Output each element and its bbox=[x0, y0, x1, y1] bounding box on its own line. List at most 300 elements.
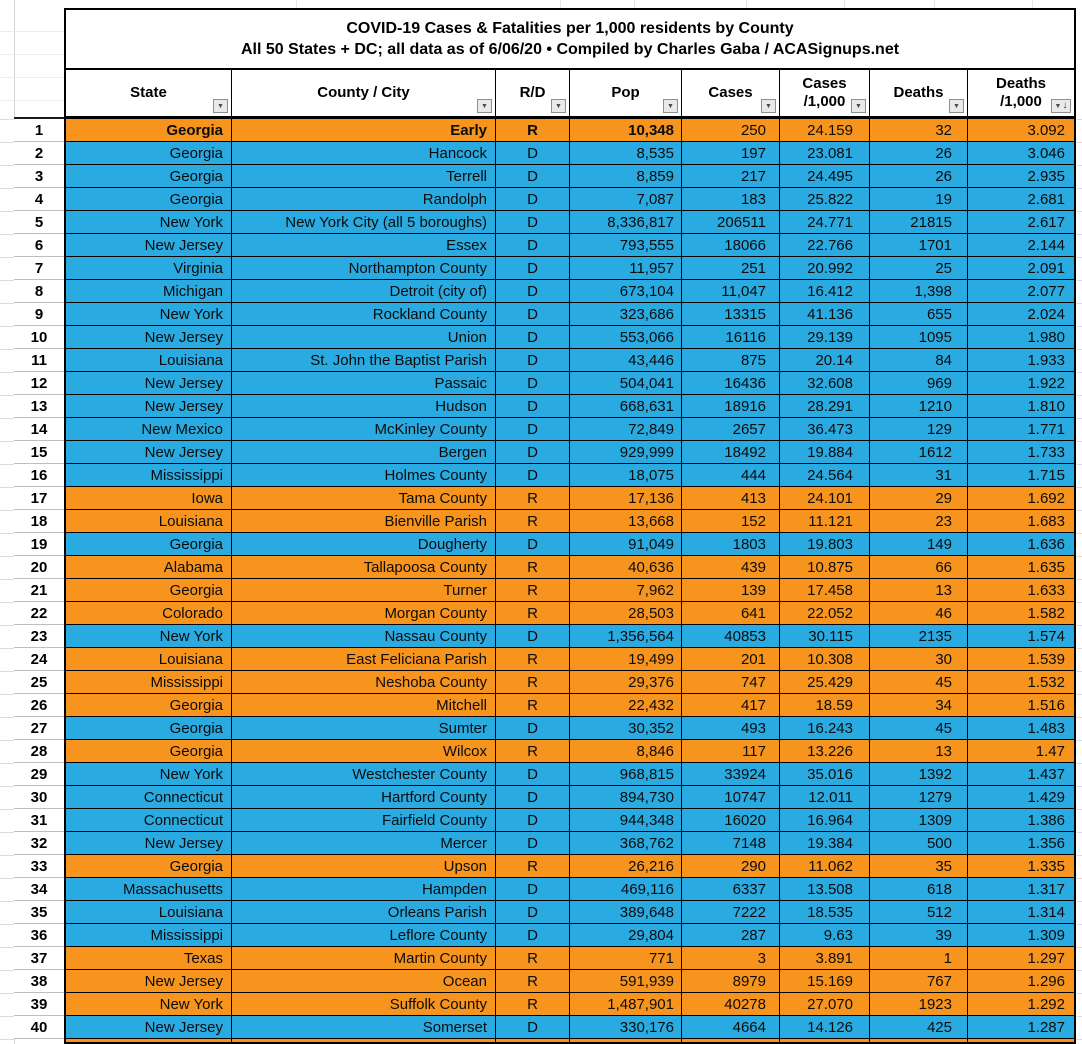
row-number[interactable]: 20 bbox=[14, 556, 64, 579]
cell-deaths[interactable]: 1,398 bbox=[870, 280, 968, 302]
cell-cases[interactable]: 439 bbox=[682, 556, 780, 578]
cell-cases[interactable]: 7222 bbox=[682, 901, 780, 923]
cell-population[interactable]: 793,555 bbox=[570, 234, 682, 256]
cell-party[interactable]: R bbox=[496, 970, 570, 992]
cell-deaths-per-1000[interactable]: 2.024 bbox=[968, 303, 1074, 325]
cell-deaths[interactable]: 25 bbox=[870, 257, 968, 279]
cell-cases-per-1000[interactable]: 36.473 bbox=[780, 418, 870, 440]
cell-county-city[interactable]: Terrell bbox=[232, 165, 496, 187]
cell-population[interactable]: 72,849 bbox=[570, 418, 682, 440]
cell-party[interactable]: D bbox=[496, 533, 570, 555]
cell-deaths[interactable]: 1923 bbox=[870, 993, 968, 1015]
cell-state[interactable]: Georgia bbox=[66, 740, 232, 762]
cell-state[interactable]: New York bbox=[66, 993, 232, 1015]
cell-population[interactable] bbox=[570, 1039, 682, 1044]
cell-cases-per-1000[interactable]: 19.884 bbox=[780, 441, 870, 463]
row-number[interactable]: 14 bbox=[14, 418, 64, 441]
cell-deaths[interactable]: 500 bbox=[870, 832, 968, 854]
cell-deaths[interactable]: 26 bbox=[870, 165, 968, 187]
cell-deaths[interactable]: 1612 bbox=[870, 441, 968, 463]
row-number[interactable]: 8 bbox=[14, 280, 64, 303]
cell-deaths-per-1000[interactable]: 1.980 bbox=[968, 326, 1074, 348]
cell-county-city[interactable]: Randolph bbox=[232, 188, 496, 210]
cell-cases-per-1000[interactable]: 10.308 bbox=[780, 648, 870, 670]
cell-deaths[interactable]: 1701 bbox=[870, 234, 968, 256]
row-number[interactable]: 7 bbox=[14, 257, 64, 280]
cell-party[interactable]: D bbox=[496, 901, 570, 923]
cell-state[interactable]: New Jersey bbox=[66, 832, 232, 854]
cell-party[interactable]: D bbox=[496, 257, 570, 279]
cell-deaths[interactable]: 45 bbox=[870, 717, 968, 739]
cell-state[interactable]: Louisiana bbox=[66, 901, 232, 923]
cell-cases-per-1000[interactable]: 10.875 bbox=[780, 556, 870, 578]
cell-county-city[interactable]: St. John the Baptist Parish bbox=[232, 349, 496, 371]
cell-cases-per-1000[interactable]: 15.169 bbox=[780, 970, 870, 992]
cell-county-city[interactable]: Somerset bbox=[232, 1016, 496, 1038]
cell-county-city[interactable]: Westchester County bbox=[232, 763, 496, 785]
cell-population[interactable]: 19,499 bbox=[570, 648, 682, 670]
cell-cases-per-1000[interactable]: 3.891 bbox=[780, 947, 870, 969]
cell-deaths[interactable]: 1392 bbox=[870, 763, 968, 785]
cell-party[interactable]: D bbox=[496, 832, 570, 854]
cell-deaths-per-1000[interactable]: 3.092 bbox=[968, 119, 1074, 141]
cell-party[interactable]: D bbox=[496, 924, 570, 946]
row-number[interactable]: 31 bbox=[14, 809, 64, 832]
cell-cases[interactable]: 8979 bbox=[682, 970, 780, 992]
cell-party[interactable]: R bbox=[496, 510, 570, 532]
cell-cases[interactable]: 1803 bbox=[682, 533, 780, 555]
cell-cases[interactable]: 11,047 bbox=[682, 280, 780, 302]
cell-cases-per-1000[interactable] bbox=[780, 1039, 870, 1044]
cell-state[interactable]: Colorado bbox=[66, 602, 232, 624]
cell-party[interactable]: D bbox=[496, 142, 570, 164]
cell-deaths[interactable]: 31 bbox=[870, 464, 968, 486]
cell-state[interactable]: New Jersey bbox=[66, 1016, 232, 1038]
cell-county-city[interactable]: Hudson bbox=[232, 395, 496, 417]
cell-population[interactable]: 29,804 bbox=[570, 924, 682, 946]
row-number[interactable]: 19 bbox=[14, 533, 64, 556]
cell-cases[interactable]: 16436 bbox=[682, 372, 780, 394]
cell-party[interactable]: D bbox=[496, 763, 570, 785]
cell-deaths[interactable]: 618 bbox=[870, 878, 968, 900]
cell-cases[interactable]: 444 bbox=[682, 464, 780, 486]
cell-deaths[interactable]: 1279 bbox=[870, 786, 968, 808]
cell-cases-per-1000[interactable]: 12.011 bbox=[780, 786, 870, 808]
cell-state[interactable]: Louisiana bbox=[66, 510, 232, 532]
filter-dropdown-icon[interactable] bbox=[477, 99, 492, 113]
cell-population[interactable]: 18,075 bbox=[570, 464, 682, 486]
row-number[interactable]: 23 bbox=[14, 625, 64, 648]
cell-party[interactable]: D bbox=[496, 441, 570, 463]
cell-county-city[interactable]: East Feliciana Parish bbox=[232, 648, 496, 670]
cell-cases-per-1000[interactable]: 24.159 bbox=[780, 119, 870, 141]
filter-dropdown-icon[interactable] bbox=[851, 99, 866, 113]
cell-population[interactable]: 13,668 bbox=[570, 510, 682, 532]
cell-deaths[interactable]: 39 bbox=[870, 924, 968, 946]
cell-cases[interactable]: 217 bbox=[682, 165, 780, 187]
cell-deaths-per-1000[interactable]: 1.810 bbox=[968, 395, 1074, 417]
cell-deaths-per-1000[interactable]: 2.935 bbox=[968, 165, 1074, 187]
row-number[interactable]: 17 bbox=[14, 487, 64, 510]
filter-dropdown-icon[interactable] bbox=[551, 99, 566, 113]
row-number[interactable]: 15 bbox=[14, 441, 64, 464]
cell-deaths[interactable]: 46 bbox=[870, 602, 968, 624]
cell-deaths-per-1000[interactable] bbox=[968, 1039, 1074, 1044]
cell-party[interactable]: D bbox=[496, 1016, 570, 1038]
cell-state[interactable]: Georgia bbox=[66, 855, 232, 877]
cell-deaths[interactable]: 1309 bbox=[870, 809, 968, 831]
cell-county-city[interactable]: McKinley County bbox=[232, 418, 496, 440]
cell-cases[interactable]: 117 bbox=[682, 740, 780, 762]
cell-state[interactable]: Georgia bbox=[66, 533, 232, 555]
cell-cases[interactable]: 251 bbox=[682, 257, 780, 279]
row-number[interactable]: 37 bbox=[14, 947, 64, 970]
cell-county-city[interactable]: Upson bbox=[232, 855, 496, 877]
cell-party[interactable]: D bbox=[496, 418, 570, 440]
cell-population[interactable]: 673,104 bbox=[570, 280, 682, 302]
row-number[interactable]: 36 bbox=[14, 924, 64, 947]
filter-dropdown-icon[interactable] bbox=[949, 99, 964, 113]
cell-party[interactable]: D bbox=[496, 809, 570, 831]
cell-state[interactable]: New Jersey bbox=[66, 326, 232, 348]
cell-cases[interactable]: 417 bbox=[682, 694, 780, 716]
cell-deaths[interactable]: 26 bbox=[870, 142, 968, 164]
cell-deaths[interactable]: 35 bbox=[870, 855, 968, 877]
cell-cases[interactable]: 18916 bbox=[682, 395, 780, 417]
column-header[interactable] bbox=[232, 70, 496, 116]
cell-deaths-per-1000[interactable]: 2.617 bbox=[968, 211, 1074, 233]
cell-cases-per-1000[interactable]: 20.992 bbox=[780, 257, 870, 279]
row-number[interactable]: 1 bbox=[14, 119, 64, 142]
cell-cases[interactable]: 290 bbox=[682, 855, 780, 877]
cell-county-city[interactable]: Hartford County bbox=[232, 786, 496, 808]
cell-state[interactable]: Texas bbox=[66, 947, 232, 969]
cell-party[interactable]: R bbox=[496, 740, 570, 762]
cell-cases-per-1000[interactable]: 18.59 bbox=[780, 694, 870, 716]
cell-population[interactable]: 91,049 bbox=[570, 533, 682, 555]
cell-deaths[interactable]: 32 bbox=[870, 119, 968, 141]
row-number[interactable]: 11 bbox=[14, 349, 64, 372]
filter-dropdown-icon[interactable] bbox=[761, 99, 776, 113]
row-number[interactable]: 30 bbox=[14, 786, 64, 809]
column-header[interactable] bbox=[496, 70, 570, 116]
row-number[interactable]: 10 bbox=[14, 326, 64, 349]
cell-population[interactable]: 323,686 bbox=[570, 303, 682, 325]
cell-county-city[interactable]: Tallapoosa County bbox=[232, 556, 496, 578]
cell-state[interactable]: New Mexico bbox=[66, 418, 232, 440]
cell-party[interactable]: R bbox=[496, 119, 570, 141]
column-header[interactable] bbox=[682, 70, 780, 116]
cell-cases[interactable]: 197 bbox=[682, 142, 780, 164]
cell-cases[interactable]: 493 bbox=[682, 717, 780, 739]
cell-population[interactable]: 8,336,817 bbox=[570, 211, 682, 233]
cell-county-city[interactable]: Rockland County bbox=[232, 303, 496, 325]
cell-population[interactable]: 43,446 bbox=[570, 349, 682, 371]
cell-deaths[interactable]: 425 bbox=[870, 1016, 968, 1038]
row-number[interactable]: 2 bbox=[14, 142, 64, 165]
cell-population[interactable]: 504,041 bbox=[570, 372, 682, 394]
row-number[interactable]: 32 bbox=[14, 832, 64, 855]
cell-county-city[interactable]: Tama County bbox=[232, 487, 496, 509]
cell-deaths-per-1000[interactable]: 1.314 bbox=[968, 901, 1074, 923]
cell-population[interactable]: 8,846 bbox=[570, 740, 682, 762]
cell-county-city[interactable]: Bergen bbox=[232, 441, 496, 463]
cell-state[interactable] bbox=[66, 1039, 232, 1044]
cell-state[interactable]: Georgia bbox=[66, 717, 232, 739]
cell-party[interactable]: D bbox=[496, 464, 570, 486]
cell-cases[interactable]: 152 bbox=[682, 510, 780, 532]
cell-cases-per-1000[interactable]: 35.016 bbox=[780, 763, 870, 785]
column-header[interactable] bbox=[870, 70, 968, 116]
cell-county-city[interactable]: Bienville Parish bbox=[232, 510, 496, 532]
cell-deaths-per-1000[interactable]: 1.922 bbox=[968, 372, 1074, 394]
cell-cases[interactable]: 16020 bbox=[682, 809, 780, 831]
cell-deaths-per-1000[interactable]: 1.715 bbox=[968, 464, 1074, 486]
cell-deaths-per-1000[interactable]: 1.296 bbox=[968, 970, 1074, 992]
cell-population[interactable]: 8,535 bbox=[570, 142, 682, 164]
cell-deaths-per-1000[interactable]: 1.317 bbox=[968, 878, 1074, 900]
cell-deaths-per-1000[interactable]: 1.582 bbox=[968, 602, 1074, 624]
cell-deaths-per-1000[interactable]: 3.046 bbox=[968, 142, 1074, 164]
column-header[interactable] bbox=[66, 70, 232, 116]
cell-cases[interactable]: 18492 bbox=[682, 441, 780, 463]
cell-population[interactable]: 553,066 bbox=[570, 326, 682, 348]
cell-population[interactable]: 469,116 bbox=[570, 878, 682, 900]
cell-deaths[interactable]: 129 bbox=[870, 418, 968, 440]
cell-party[interactable]: D bbox=[496, 326, 570, 348]
cell-party[interactable]: D bbox=[496, 349, 570, 371]
cell-county-city[interactable]: Wilcox bbox=[232, 740, 496, 762]
cell-county-city[interactable]: New York City (all 5 boroughs) bbox=[232, 211, 496, 233]
cell-cases[interactable]: 250 bbox=[682, 119, 780, 141]
cell-population[interactable]: 330,176 bbox=[570, 1016, 682, 1038]
cell-party[interactable]: D bbox=[496, 878, 570, 900]
cell-cases-per-1000[interactable]: 18.535 bbox=[780, 901, 870, 923]
cell-deaths-per-1000[interactable]: 1.309 bbox=[968, 924, 1074, 946]
cell-county-city[interactable]: Mercer bbox=[232, 832, 496, 854]
cell-population[interactable]: 8,859 bbox=[570, 165, 682, 187]
cell-deaths[interactable]: 66 bbox=[870, 556, 968, 578]
cell-county-city[interactable]: Orleans Parish bbox=[232, 901, 496, 923]
cell-county-city[interactable]: Early bbox=[232, 119, 496, 141]
cell-deaths[interactable]: 23 bbox=[870, 510, 968, 532]
row-number[interactable]: 13 bbox=[14, 395, 64, 418]
cell-cases[interactable]: 201 bbox=[682, 648, 780, 670]
cell-party[interactable]: D bbox=[496, 234, 570, 256]
cell-state[interactable]: Louisiana bbox=[66, 648, 232, 670]
cell-deaths[interactable]: 34 bbox=[870, 694, 968, 716]
row-number[interactable]: 12 bbox=[14, 372, 64, 395]
cell-party[interactable]: R bbox=[496, 487, 570, 509]
cell-cases-per-1000[interactable]: 24.495 bbox=[780, 165, 870, 187]
cell-population[interactable]: 11,957 bbox=[570, 257, 682, 279]
cell-population[interactable]: 944,348 bbox=[570, 809, 682, 831]
cell-county-city[interactable]: Martin County bbox=[232, 947, 496, 969]
cell-state[interactable]: New York bbox=[66, 303, 232, 325]
cell-state[interactable]: Connecticut bbox=[66, 809, 232, 831]
cell-cases-per-1000[interactable]: 24.771 bbox=[780, 211, 870, 233]
row-number[interactable]: 29 bbox=[14, 763, 64, 786]
cell-deaths[interactable]: 512 bbox=[870, 901, 968, 923]
cell-population[interactable]: 771 bbox=[570, 947, 682, 969]
cell-deaths-per-1000[interactable]: 1.386 bbox=[968, 809, 1074, 831]
cell-state[interactable]: Georgia bbox=[66, 579, 232, 601]
cell-state[interactable]: Mississippi bbox=[66, 464, 232, 486]
cell-party[interactable] bbox=[496, 1039, 570, 1044]
cell-cases[interactable]: 875 bbox=[682, 349, 780, 371]
cell-party[interactable]: D bbox=[496, 625, 570, 647]
cell-deaths[interactable]: 13 bbox=[870, 579, 968, 601]
cell-deaths[interactable]: 1095 bbox=[870, 326, 968, 348]
cell-cases[interactable]: 183 bbox=[682, 188, 780, 210]
row-number[interactable]: 28 bbox=[14, 740, 64, 763]
cell-cases-per-1000[interactable]: 25.822 bbox=[780, 188, 870, 210]
cell-deaths-per-1000[interactable]: 1.539 bbox=[968, 648, 1074, 670]
cell-deaths-per-1000[interactable]: 1.574 bbox=[968, 625, 1074, 647]
cell-cases-per-1000[interactable]: 25.429 bbox=[780, 671, 870, 693]
cell-county-city[interactable]: Holmes County bbox=[232, 464, 496, 486]
cell-party[interactable]: D bbox=[496, 280, 570, 302]
cell-cases-per-1000[interactable]: 24.564 bbox=[780, 464, 870, 486]
cell-county-city[interactable]: Mitchell bbox=[232, 694, 496, 716]
cell-county-city[interactable]: Detroit (city of) bbox=[232, 280, 496, 302]
cell-county-city[interactable]: Suffolk County bbox=[232, 993, 496, 1015]
cell-population[interactable]: 22,432 bbox=[570, 694, 682, 716]
cell-cases-per-1000[interactable]: 30.115 bbox=[780, 625, 870, 647]
cell-population[interactable]: 40,636 bbox=[570, 556, 682, 578]
cell-deaths[interactable]: 29 bbox=[870, 487, 968, 509]
row-number[interactable]: 27 bbox=[14, 717, 64, 740]
row-number[interactable]: 21 bbox=[14, 579, 64, 602]
cell-population[interactable]: 17,136 bbox=[570, 487, 682, 509]
cell-cases-per-1000[interactable]: 24.101 bbox=[780, 487, 870, 509]
cell-party[interactable]: D bbox=[496, 372, 570, 394]
row-number[interactable]: 34 bbox=[14, 878, 64, 901]
cell-deaths[interactable]: 13 bbox=[870, 740, 968, 762]
cell-deaths[interactable]: 30 bbox=[870, 648, 968, 670]
cell-county-city[interactable]: Morgan County bbox=[232, 602, 496, 624]
cell-cases[interactable]: 3 bbox=[682, 947, 780, 969]
cell-cases-per-1000[interactable]: 19.803 bbox=[780, 533, 870, 555]
cell-deaths-per-1000[interactable]: 1.733 bbox=[968, 441, 1074, 463]
cell-party[interactable]: R bbox=[496, 855, 570, 877]
cell-party[interactable]: R bbox=[496, 694, 570, 716]
cell-county-city[interactable]: Essex bbox=[232, 234, 496, 256]
cell-state[interactable]: New York bbox=[66, 625, 232, 647]
cell-deaths-per-1000[interactable]: 1.297 bbox=[968, 947, 1074, 969]
cell-deaths[interactable]: 1210 bbox=[870, 395, 968, 417]
cell-party[interactable]: D bbox=[496, 303, 570, 325]
cell-state[interactable]: New Jersey bbox=[66, 395, 232, 417]
cell-county-city[interactable]: Dougherty bbox=[232, 533, 496, 555]
filter-dropdown-icon[interactable] bbox=[213, 99, 228, 113]
cell-deaths-per-1000[interactable]: 1.636 bbox=[968, 533, 1074, 555]
cell-party[interactable]: R bbox=[496, 556, 570, 578]
cell-party[interactable]: D bbox=[496, 786, 570, 808]
cell-cases-per-1000[interactable]: 23.081 bbox=[780, 142, 870, 164]
cell-deaths-per-1000[interactable]: 1.287 bbox=[968, 1016, 1074, 1038]
cell-deaths-per-1000[interactable]: 1.933 bbox=[968, 349, 1074, 371]
row-number[interactable]: 39 bbox=[14, 993, 64, 1016]
cell-deaths-per-1000[interactable]: 1.47 bbox=[968, 740, 1074, 762]
cell-state[interactable]: New Jersey bbox=[66, 970, 232, 992]
row-number[interactable]: 33 bbox=[14, 855, 64, 878]
cell-state[interactable]: Georgia bbox=[66, 188, 232, 210]
column-header[interactable] bbox=[968, 70, 1074, 116]
cell-deaths-per-1000[interactable]: 1.429 bbox=[968, 786, 1074, 808]
cell-party[interactable]: D bbox=[496, 211, 570, 233]
column-header[interactable] bbox=[780, 70, 870, 116]
cell-cases-per-1000[interactable]: 9.63 bbox=[780, 924, 870, 946]
cell-cases[interactable]: 139 bbox=[682, 579, 780, 601]
cell-deaths-per-1000[interactable]: 2.144 bbox=[968, 234, 1074, 256]
cell-cases-per-1000[interactable]: 29.139 bbox=[780, 326, 870, 348]
cell-cases[interactable]: 18066 bbox=[682, 234, 780, 256]
cell-cases-per-1000[interactable]: 16.412 bbox=[780, 280, 870, 302]
row-number[interactable]: 18 bbox=[14, 510, 64, 533]
row-number[interactable]: 16 bbox=[14, 464, 64, 487]
cell-state[interactable]: Georgia bbox=[66, 119, 232, 141]
cell-state[interactable]: Iowa bbox=[66, 487, 232, 509]
cell-deaths-per-1000[interactable]: 1.692 bbox=[968, 487, 1074, 509]
cell-county-city[interactable]: Fairfield County bbox=[232, 809, 496, 831]
cell-population[interactable]: 28,503 bbox=[570, 602, 682, 624]
cell-cases-per-1000[interactable]: 19.384 bbox=[780, 832, 870, 854]
cell-deaths[interactable]: 19 bbox=[870, 188, 968, 210]
cell-county-city[interactable]: Passaic bbox=[232, 372, 496, 394]
cell-county-city[interactable]: Hampden bbox=[232, 878, 496, 900]
cell-population[interactable]: 7,962 bbox=[570, 579, 682, 601]
cell-cases-per-1000[interactable]: 13.226 bbox=[780, 740, 870, 762]
cell-deaths-per-1000[interactable]: 1.771 bbox=[968, 418, 1074, 440]
cell-cases-per-1000[interactable]: 27.070 bbox=[780, 993, 870, 1015]
cell-state[interactable]: Massachusetts bbox=[66, 878, 232, 900]
filter-sort-desc-icon[interactable] bbox=[1051, 99, 1071, 113]
cell-cases[interactable]: 40853 bbox=[682, 625, 780, 647]
cell-population[interactable]: 29,376 bbox=[570, 671, 682, 693]
cell-state[interactable]: Alabama bbox=[66, 556, 232, 578]
cell-county-city[interactable]: Union bbox=[232, 326, 496, 348]
cell-deaths-per-1000[interactable]: 2.077 bbox=[968, 280, 1074, 302]
cell-population[interactable]: 7,087 bbox=[570, 188, 682, 210]
cell-cases[interactable]: 287 bbox=[682, 924, 780, 946]
cell-cases[interactable] bbox=[682, 1039, 780, 1044]
cell-cases[interactable]: 10747 bbox=[682, 786, 780, 808]
cell-state[interactable]: Virginia bbox=[66, 257, 232, 279]
cell-population[interactable]: 30,352 bbox=[570, 717, 682, 739]
cell-state[interactable]: New Jersey bbox=[66, 372, 232, 394]
cell-county-city[interactable]: Nassau County bbox=[232, 625, 496, 647]
cell-deaths[interactable]: 969 bbox=[870, 372, 968, 394]
cell-cases[interactable]: 641 bbox=[682, 602, 780, 624]
cell-cases-per-1000[interactable]: 22.766 bbox=[780, 234, 870, 256]
cell-population[interactable]: 1,356,564 bbox=[570, 625, 682, 647]
row-number[interactable]: 6 bbox=[14, 234, 64, 257]
cell-cases[interactable]: 6337 bbox=[682, 878, 780, 900]
cell-party[interactable]: R bbox=[496, 947, 570, 969]
cell-cases[interactable]: 2657 bbox=[682, 418, 780, 440]
cell-population[interactable]: 1,487,901 bbox=[570, 993, 682, 1015]
cell-deaths[interactable]: 2135 bbox=[870, 625, 968, 647]
cell-deaths-per-1000[interactable]: 1.683 bbox=[968, 510, 1074, 532]
cell-deaths-per-1000[interactable]: 1.483 bbox=[968, 717, 1074, 739]
cell-cases-per-1000[interactable]: 22.052 bbox=[780, 602, 870, 624]
cell-cases-per-1000[interactable]: 32.608 bbox=[780, 372, 870, 394]
cell-party[interactable]: R bbox=[496, 671, 570, 693]
cell-cases[interactable]: 747 bbox=[682, 671, 780, 693]
cell-cases[interactable]: 40278 bbox=[682, 993, 780, 1015]
cell-cases[interactable]: 206511 bbox=[682, 211, 780, 233]
